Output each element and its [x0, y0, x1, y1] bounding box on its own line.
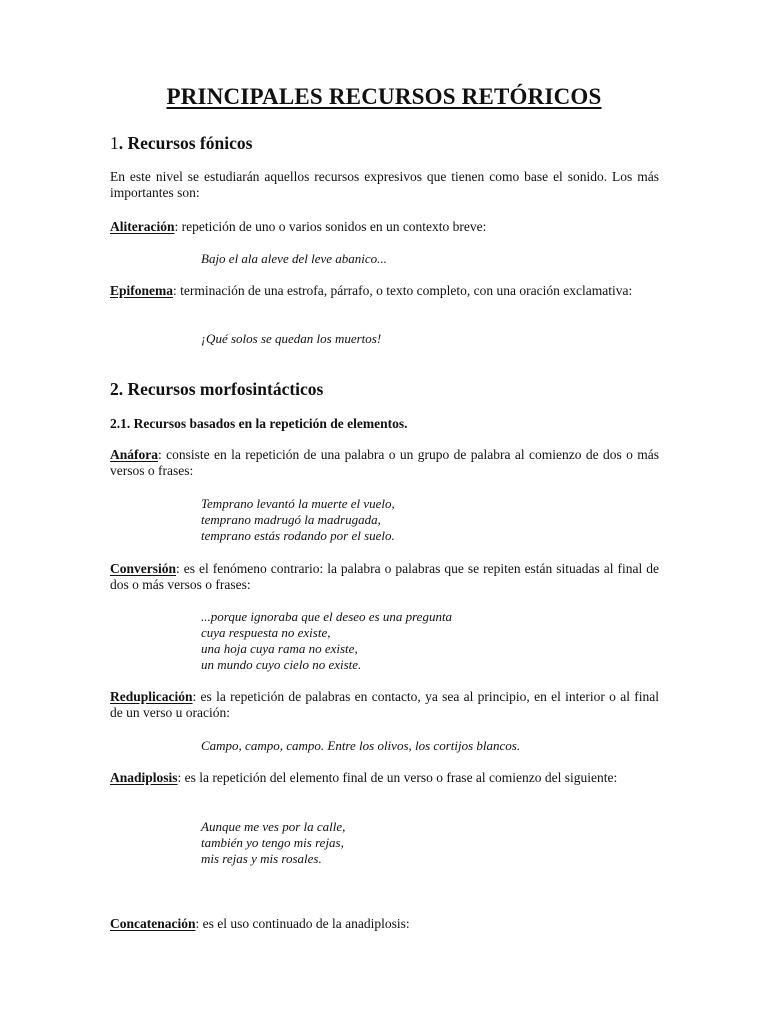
definition-concatenacion: [110, 916, 659, 932]
term-conversion: Conversión: [110, 561, 177, 576]
definition-text-aliteracion: : repetición de uno o varios sonidos en un contexto breve:: [174, 219, 487, 234]
definition-reduplicacion: [110, 689, 659, 721]
example-line: ¡Qué solos se quedan los muertos!: [201, 331, 382, 346]
example-aliteracion: [201, 251, 387, 267]
definition-epifonema: [110, 283, 659, 299]
section-2-title: . Recursos morfosintácticos: [118, 379, 324, 399]
example-line: Bajo el ala aleve del leve abanico...: [201, 251, 387, 266]
term-anafora: Anáfora: [110, 447, 158, 462]
example-line: también yo tengo mis rejas,: [201, 835, 344, 850]
definition-anadiplosis: [110, 770, 659, 786]
example-line: temprano madrugó la madrugada,: [201, 512, 381, 527]
section-1-title: . Recursos fónicos: [118, 133, 253, 153]
section-1-number: 1: [110, 133, 119, 153]
example-anafora: [201, 496, 395, 544]
example-conversion: [201, 609, 452, 673]
example-line: Temprano levantó la muerte el vuelo,: [201, 496, 395, 511]
term-reduplicacion: Reduplicación: [110, 689, 193, 704]
term-anadiplosis: Anadiplosis: [110, 770, 178, 785]
section-2-number: 2: [110, 379, 119, 399]
definition-text-epifonema: : terminación de una estrofa, párrafo, o texto completo, con una oración exclamativa:: [173, 283, 633, 298]
definition-anafora: [110, 447, 659, 479]
section-2-1-subheading: 2.1. Recursos basados en la repetición de elementos.: [110, 416, 408, 431]
example-line: cuya respuesta no existe,: [201, 625, 331, 640]
document-title: PRINCIPALES RECURSOS RETÓRICOS: [166, 84, 602, 109]
term-epifonema: Epifonema: [110, 283, 174, 298]
term-concatenacion: Concatenación: [110, 916, 196, 931]
definition-text-concatenacion: : es el uso continuado de la anadiplosis:: [195, 916, 410, 931]
definition-text-anafora: : consiste en la repetición de una palabra o un grupo de palabra al comienzo de dos o más versos o frases:: [110, 447, 659, 478]
section-1-intro: En este nivel se estudiarán aquellos recursos expresivos que tienen como base el sonido. Los más importantes son:: [110, 169, 659, 200]
example-epifonema: [201, 331, 381, 347]
term-aliteracion: Aliteración: [110, 219, 175, 234]
example-line: un mundo cuyo cielo no existe.: [201, 657, 362, 672]
definition-text-reduplicacion: : es la repetición de palabras en contacto, ya sea al principio, en el interior o al final de un verso u oración:: [110, 689, 659, 720]
section-2-heading: [110, 379, 323, 400]
example-anadiplosis: [201, 819, 345, 867]
definition-aliteracion: [110, 219, 659, 235]
section-1-heading: [110, 133, 252, 154]
definition-conversion: [110, 561, 659, 593]
definition-text-conversion: : es el fenómeno contrario: la palabra o palabras que se repiten están situadas al final de dos o más versos o frases:: [110, 561, 659, 592]
example-line: ...porque ignoraba que el deseo es una pregunta: [201, 609, 453, 624]
example-line: mis rejas y mis rosales.: [201, 851, 322, 866]
example-line: Campo, campo, campo. Entre los olivos, los cortijos blancos.: [201, 738, 521, 753]
example-line: temprano estás rodando por el suelo.: [201, 528, 395, 543]
example-line: una hoja cuya rama no existe,: [201, 641, 358, 656]
example-reduplicacion: [201, 738, 520, 754]
example-line: Aunque me ves por la calle,: [201, 819, 346, 834]
definition-text-anadiplosis: : es la repetición del elemento final de un verso o frase al comienzo del siguiente:: [177, 770, 618, 785]
